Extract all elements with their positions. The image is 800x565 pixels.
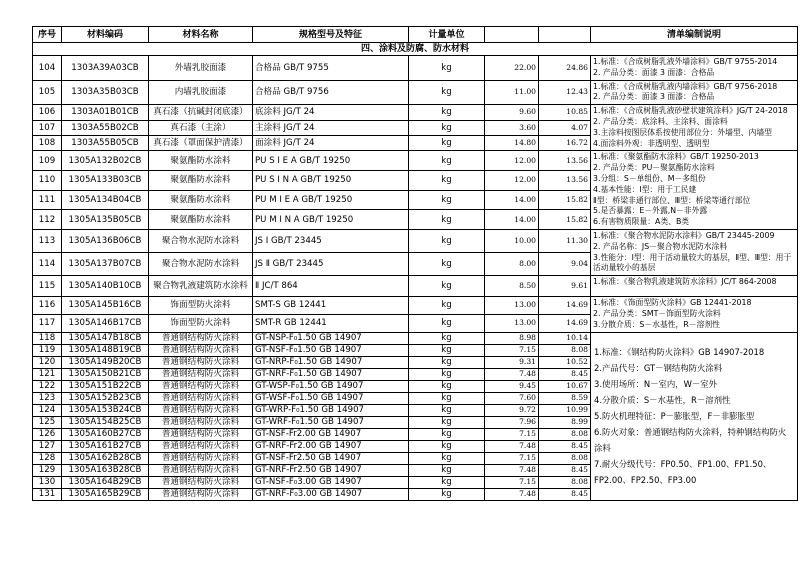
price-1: 9.72 (485, 404, 539, 416)
price-1: 7.48 (485, 488, 539, 500)
row-number: 109 (33, 151, 62, 171)
row-number: 120 (33, 356, 62, 368)
row-number: 111 (33, 190, 62, 210)
price-2: 8.08 (539, 428, 591, 440)
spec-text: PU M Ⅰ E A GB/T 19250 (253, 190, 409, 210)
material-name: 真石漆（抗碱封闭底漆） (149, 105, 253, 120)
unit-text: kg (409, 332, 485, 344)
row-number: 104 (33, 56, 62, 81)
unit-text: kg (409, 314, 485, 332)
row-number: 110 (33, 171, 62, 191)
spec-text: PU S Ⅰ E A GB/T 19250 (253, 151, 409, 171)
price-1: 7.48 (485, 368, 539, 380)
price-1: 7.15 (485, 344, 539, 356)
spec-text: GT-NSF-Fr2.50 GB 14907 (253, 452, 409, 464)
row-number: 125 (33, 416, 62, 428)
unit-text: kg (409, 416, 485, 428)
material-name: 聚氨酯防水涂料 (149, 171, 253, 191)
price-1: 12.00 (485, 151, 539, 171)
row-number: 113 (33, 229, 62, 252)
spec-note (591, 56, 798, 81)
material-name: 普通钢结构防火涂料 (149, 488, 253, 500)
unit-text: kg (409, 120, 485, 135)
spec-text: GT-NSP-F₀1.50 GB 14907 (253, 332, 409, 344)
header-no: 序号 (33, 27, 62, 43)
row-number: 107 (33, 120, 62, 135)
price-2: 24.86 (539, 56, 591, 81)
spec-text: 主涂料 JG/T 24 (253, 120, 409, 135)
material-name: 饰面型防火涂料 (149, 314, 253, 332)
unit-text: kg (409, 344, 485, 356)
price-2: 8.45 (539, 440, 591, 452)
price-1: 14.00 (485, 190, 539, 210)
unit-text: kg (409, 297, 485, 315)
unit-text: kg (409, 135, 485, 150)
note-line: 3.性能分：Ⅰ型：用于活动量较大的基层，Ⅱ型、Ⅲ型：用于活动量较小的基层 (593, 252, 792, 273)
material-name: 普通钢结构防火涂料 (149, 416, 253, 428)
material-name: 普通钢结构防火涂料 (149, 452, 253, 464)
material-code: 1305A165B29CB (62, 488, 149, 500)
material-code: 1305A134B04CB (62, 190, 149, 210)
spec-note (591, 80, 798, 105)
price-1: 9.31 (485, 356, 539, 368)
spec-note (591, 297, 798, 332)
row-number: 127 (33, 440, 62, 452)
price-1: 13.00 (485, 314, 539, 332)
price-1: 14.80 (485, 135, 539, 150)
material-code: 1303A39A03CB (62, 56, 149, 81)
material-name: 饰面型防火涂料 (149, 297, 253, 315)
price-1: 7.48 (485, 440, 539, 452)
row-number: 116 (33, 297, 62, 315)
unit-text: kg (409, 380, 485, 392)
price-1: 14.00 (485, 210, 539, 230)
material-code: 1305A140B10CB (62, 276, 149, 297)
spec-text: GT-NSF-F₀3.00 GB 14907 (253, 476, 409, 488)
material-code: 1305A153B24CB (62, 404, 149, 416)
unit-text: kg (409, 56, 485, 81)
spec-text: PU S Ⅰ N A GB/T 19250 (253, 171, 409, 191)
header-unit: 计量单位 (409, 27, 485, 43)
material-code: 1305A146B17CB (62, 314, 149, 332)
unit-text: kg (409, 464, 485, 476)
row-number: 114 (33, 253, 62, 276)
table-row (33, 297, 798, 315)
material-name: 聚氨酯防水涂料 (149, 210, 253, 230)
price-2: 8.45 (539, 368, 591, 380)
material-code: 1305A160B27CB (62, 428, 149, 440)
material-code: 1305A135B05CB (62, 210, 149, 230)
note-line: 1.标准：《钢结构防火涂料》GB 14907-2018 (594, 347, 765, 358)
price-1: 7.15 (485, 428, 539, 440)
table-row (33, 332, 798, 344)
price-2: 10.14 (539, 332, 591, 344)
price-2: 15.82 (539, 210, 591, 230)
spec-text: GT-NRF-F₀3.00 GB 14907 (253, 488, 409, 500)
note-line: 6.有害物质限量：A类、B类 (593, 217, 690, 227)
row-number: 118 (33, 332, 62, 344)
material-name: 普通钢结构防火涂料 (149, 368, 253, 380)
note-line: 5.防火机理特征：P－膨胀型，F－非膨胀型 (594, 411, 755, 422)
material-name: 内墙乳胶面漆 (149, 80, 253, 105)
note-line: 1.标准：《饰面型防火涂料》GB 12441-2018 (593, 298, 752, 308)
price-2: 4.07 (539, 120, 591, 135)
row-number: 106 (33, 105, 62, 120)
note-line: 4.面涂料外观：非透明型、透明型 (593, 138, 710, 148)
row-number: 124 (33, 404, 62, 416)
price-1: 3.60 (485, 120, 539, 135)
material-code: 1305A148B19CB (62, 344, 149, 356)
material-name: 普通钢结构防火涂料 (149, 344, 253, 356)
price-1: 7.48 (485, 464, 539, 476)
row-number: 115 (33, 276, 62, 297)
spec-note (591, 332, 798, 500)
row-number: 128 (33, 452, 62, 464)
spec-note (591, 105, 798, 151)
material-code: 1303A35B03CB (62, 80, 149, 105)
note-line: 3.分组：S－单组份、M－多组份 (593, 173, 706, 183)
material-code: 1305A137B07CB (62, 253, 149, 276)
material-code: 1305A151B22CB (62, 380, 149, 392)
header-code: 材料编码 (62, 27, 149, 43)
note-line: 3.分散介质：S－水基性，R－溶剂性 (593, 319, 720, 329)
unit-text: kg (409, 428, 485, 440)
note-line: 1.标准：《聚合物乳液建筑防水涂料》JC/T 864-2008 (593, 277, 777, 287)
price-2: 8.99 (539, 416, 591, 428)
spec-note (591, 276, 798, 297)
price-2: 8.08 (539, 476, 591, 488)
note-line: 1.标准：《合成树脂乳液外墙涂料》GB/T 9755-2014 (593, 57, 778, 66)
row-number: 130 (33, 476, 62, 488)
material-name: 真石漆（罩面保护清漆） (149, 135, 253, 150)
note-line: 4.分散介质：S－水基性，R－溶剂性 (594, 395, 731, 406)
spec-text: SMT-S GB 12441 (253, 297, 409, 315)
unit-text: kg (409, 229, 485, 252)
price-2: 10.99 (539, 404, 591, 416)
row-number: 123 (33, 392, 62, 404)
row-number: 117 (33, 314, 62, 332)
material-code: 1305A149B20CB (62, 356, 149, 368)
price-2: 15.82 (539, 190, 591, 210)
spec-text: GT-WSF-F₀1.50 GB 14907 (253, 392, 409, 404)
header-notes: 清单编制说明 (591, 27, 798, 43)
unit-text: kg (409, 190, 485, 210)
unit-text: kg (409, 392, 485, 404)
material-name: 普通钢结构防火涂料 (149, 332, 253, 344)
note-line: 2.产品代号：GT－钢结构防火涂料 (594, 363, 723, 374)
materials-table (32, 26, 798, 501)
material-name: 普通钢结构防火涂料 (149, 428, 253, 440)
price-2: 9.04 (539, 253, 591, 276)
material-code: 1305A163B28CB (62, 464, 149, 476)
header-spec: 规格型号及特征 (253, 27, 409, 43)
unit-text: kg (409, 80, 485, 105)
spec-text: 底涂料 JG/T 24 (253, 105, 409, 120)
spec-text: GT-WSP-F₀1.50 GB 14907 (253, 380, 409, 392)
section-row (33, 43, 798, 56)
price-2: 9.61 (539, 276, 591, 297)
material-code: 1305A164B29CB (62, 476, 149, 488)
material-name: 普通钢结构防火涂料 (149, 380, 253, 392)
spec-text: JS Ⅰ GB/T 23445 (253, 229, 409, 252)
header-row (33, 27, 798, 43)
spec-text: 合格品 GB/T 9755 (253, 56, 409, 81)
spec-text: GT-WRP-F₀1.50 GB 14907 (253, 404, 409, 416)
header-price2 (539, 27, 591, 43)
note-line: 6.防火对象：普通钢结构防火涂料，特种钢结构防火涂料 (594, 427, 787, 454)
price-1: 11.00 (485, 80, 539, 105)
material-name: 聚合物水泥防水涂料 (149, 229, 253, 252)
material-name: 普通钢结构防火涂料 (149, 440, 253, 452)
price-1: 7.60 (485, 392, 539, 404)
price-2: 13.56 (539, 151, 591, 171)
material-code: 1303A55B05CB (62, 135, 149, 150)
material-code: 1305A154B25CB (62, 416, 149, 428)
row-number: 121 (33, 368, 62, 380)
price-2: 13.56 (539, 171, 591, 191)
note-line: 1.标准：《聚合物水泥防水涂料》GB/T 23445-2009 (593, 230, 775, 240)
price-1: 22.00 (485, 56, 539, 81)
note-line: 2. 产品分类：面漆 3 面漆：合格品 (593, 92, 715, 102)
unit-text: kg (409, 151, 485, 171)
material-name: 聚氨酯防水涂料 (149, 190, 253, 210)
note-line: 2. 产品分类：面漆 3 面漆：合格品 (593, 67, 715, 77)
header-price1 (485, 27, 539, 43)
material-code: 1303A55B02CB (62, 120, 149, 135)
spec-text: Ⅱ JC/T 864 (253, 276, 409, 297)
unit-text: kg (409, 404, 485, 416)
material-code: 1305A161B27CB (62, 440, 149, 452)
material-name: 真石漆（主涂） (149, 120, 253, 135)
table-row (33, 276, 798, 297)
material-code: 1305A152B23CB (62, 392, 149, 404)
note-line: 2. 产品名称：JS－聚合物水泥防水涂料 (593, 241, 728, 251)
material-name: 普通钢结构防火涂料 (149, 476, 253, 488)
price-2: 8.08 (539, 452, 591, 464)
price-1: 8.98 (485, 332, 539, 344)
price-2: 10.67 (539, 380, 591, 392)
material-name: 聚氨酯防水涂料 (149, 151, 253, 171)
price-2: 14.69 (539, 314, 591, 332)
note-line: 2. 产品分类：PU－聚氨酯防水涂料 (593, 163, 715, 173)
note-line: Ⅱ型：桥梁非通行部位、Ⅲ型：桥梁等通行部位 (593, 195, 751, 205)
unit-text: kg (409, 476, 485, 488)
material-code: 1305A133B03CB (62, 171, 149, 191)
spec-text: GT-NSF-F₀1.50 GB 14907 (253, 344, 409, 356)
price-1: 9.45 (485, 380, 539, 392)
price-1: 12.00 (485, 171, 539, 191)
material-name: 聚合物乳液建筑防水涂料 (149, 276, 253, 297)
header-name: 材料名称 (149, 27, 253, 43)
spec-text: GT-NRP-F₀1.50 GB 14907 (253, 356, 409, 368)
note-line: 5.是否暴露：E－外露,N－非外露 (593, 206, 708, 216)
price-2: 8.45 (539, 464, 591, 476)
row-number: 119 (33, 344, 62, 356)
material-code: 1305A147B18CB (62, 332, 149, 344)
price-2: 14.69 (539, 297, 591, 315)
row-number: 108 (33, 135, 62, 150)
spec-text: 面涂料 JG/T 24 (253, 135, 409, 150)
price-1: 9.60 (485, 105, 539, 120)
price-1: 8.50 (485, 276, 539, 297)
spec-text: GT-WRF-F₀1.50 GB 14907 (253, 416, 409, 428)
note-line: 7.耐火分级代号：FP0.50、FP1.00、FP1.50、FP2.00、FP2.50、FP3.00 (594, 459, 772, 486)
note-line: 1.标准：《合成树脂乳液内墙涂料》GB/T 9756-2018 (593, 81, 778, 91)
price-2: 8.59 (539, 392, 591, 404)
material-code: 1305A150B21CB (62, 368, 149, 380)
row-number: 131 (33, 488, 62, 500)
spec-note (591, 151, 798, 230)
material-name: 普通钢结构防火涂料 (149, 356, 253, 368)
material-name: 聚合物水泥防水涂料 (149, 253, 253, 276)
unit-text: kg (409, 440, 485, 452)
spec-text: GT-NRF-Fr2.00 GB 14907 (253, 440, 409, 452)
material-code: 1305A162B28CB (62, 452, 149, 464)
table-row (33, 151, 798, 171)
row-number: 122 (33, 380, 62, 392)
material-code: 1305A145B16CB (62, 297, 149, 315)
note-line: 2. 产品分类：底涂料、主涂料、面涂料 (593, 116, 728, 126)
material-code: 1303A01B01CB (62, 105, 149, 120)
material-name: 普通钢结构防火涂料 (149, 464, 253, 476)
price-1: 7.15 (485, 452, 539, 464)
price-2: 12.43 (539, 80, 591, 105)
spec-text: JS Ⅱ GB/T 23445 (253, 253, 409, 276)
row-number: 105 (33, 80, 62, 105)
unit-text: kg (409, 356, 485, 368)
spec-text: PU M Ⅰ N A GB/T 19250 (253, 210, 409, 230)
note-line: 1.标准：《聚氨酯防水涂料》GB/T 19250-2013 (593, 152, 759, 162)
table-row (33, 229, 798, 252)
price-2: 10.85 (539, 105, 591, 120)
price-2: 8.45 (539, 488, 591, 500)
unit-text: kg (409, 276, 485, 297)
row-number: 112 (33, 210, 62, 230)
table-row (33, 56, 798, 81)
unit-text: kg (409, 253, 485, 276)
table-row (33, 80, 798, 105)
spec-text: GT-NRF-F₀1.50 GB 14907 (253, 368, 409, 380)
row-number: 129 (33, 464, 62, 476)
unit-text: kg (409, 105, 485, 120)
note-line: 3.主涂料按图层体系按使用部位分：外墙型、内墙型 (593, 127, 772, 137)
spec-text: GT-NSF-Fr2.00 GB 14907 (253, 428, 409, 440)
material-name: 普通钢结构防火涂料 (149, 404, 253, 416)
section-title: 四、涂料及防腐、防水材料 (33, 43, 798, 56)
material-name: 外墙乳胶面漆 (149, 56, 253, 81)
price-2: 16.72 (539, 135, 591, 150)
unit-text: kg (409, 368, 485, 380)
price-2: 10.52 (539, 356, 591, 368)
spec-text: 合格品 GB/T 9756 (253, 80, 409, 105)
price-1: 7.15 (485, 476, 539, 488)
spec-text: SMT-R GB 12441 (253, 314, 409, 332)
material-code: 1305A136B06CB (62, 229, 149, 252)
unit-text: kg (409, 171, 485, 191)
price-1: 13.00 (485, 297, 539, 315)
price-2: 11.30 (539, 229, 591, 252)
price-2: 8.08 (539, 344, 591, 356)
note-line: 4.基本性能：Ⅰ型：用于工民建 (593, 184, 697, 194)
unit-text: kg (409, 210, 485, 230)
material-code: 1305A132B02CB (62, 151, 149, 171)
table-row (33, 105, 798, 120)
spec-text: GT-NRF-Fr2.50 GB 14907 (253, 464, 409, 476)
price-1: 8.00 (485, 253, 539, 276)
material-name: 普通钢结构防火涂料 (149, 392, 253, 404)
price-1: 7.96 (485, 416, 539, 428)
unit-text: kg (409, 488, 485, 500)
unit-text: kg (409, 452, 485, 464)
row-number: 126 (33, 428, 62, 440)
spec-note (591, 229, 798, 275)
note-line: 3.使用场所：N－室内，W－室外 (594, 379, 718, 390)
note-line: 1.标准：《合成树脂乳液砂壁状建筑涂料》JG/T 24-2018 (593, 106, 788, 116)
price-1: 10.00 (485, 229, 539, 252)
note-line: 2. 产品分类：SMT－饰面型防火涂料 (593, 308, 721, 318)
